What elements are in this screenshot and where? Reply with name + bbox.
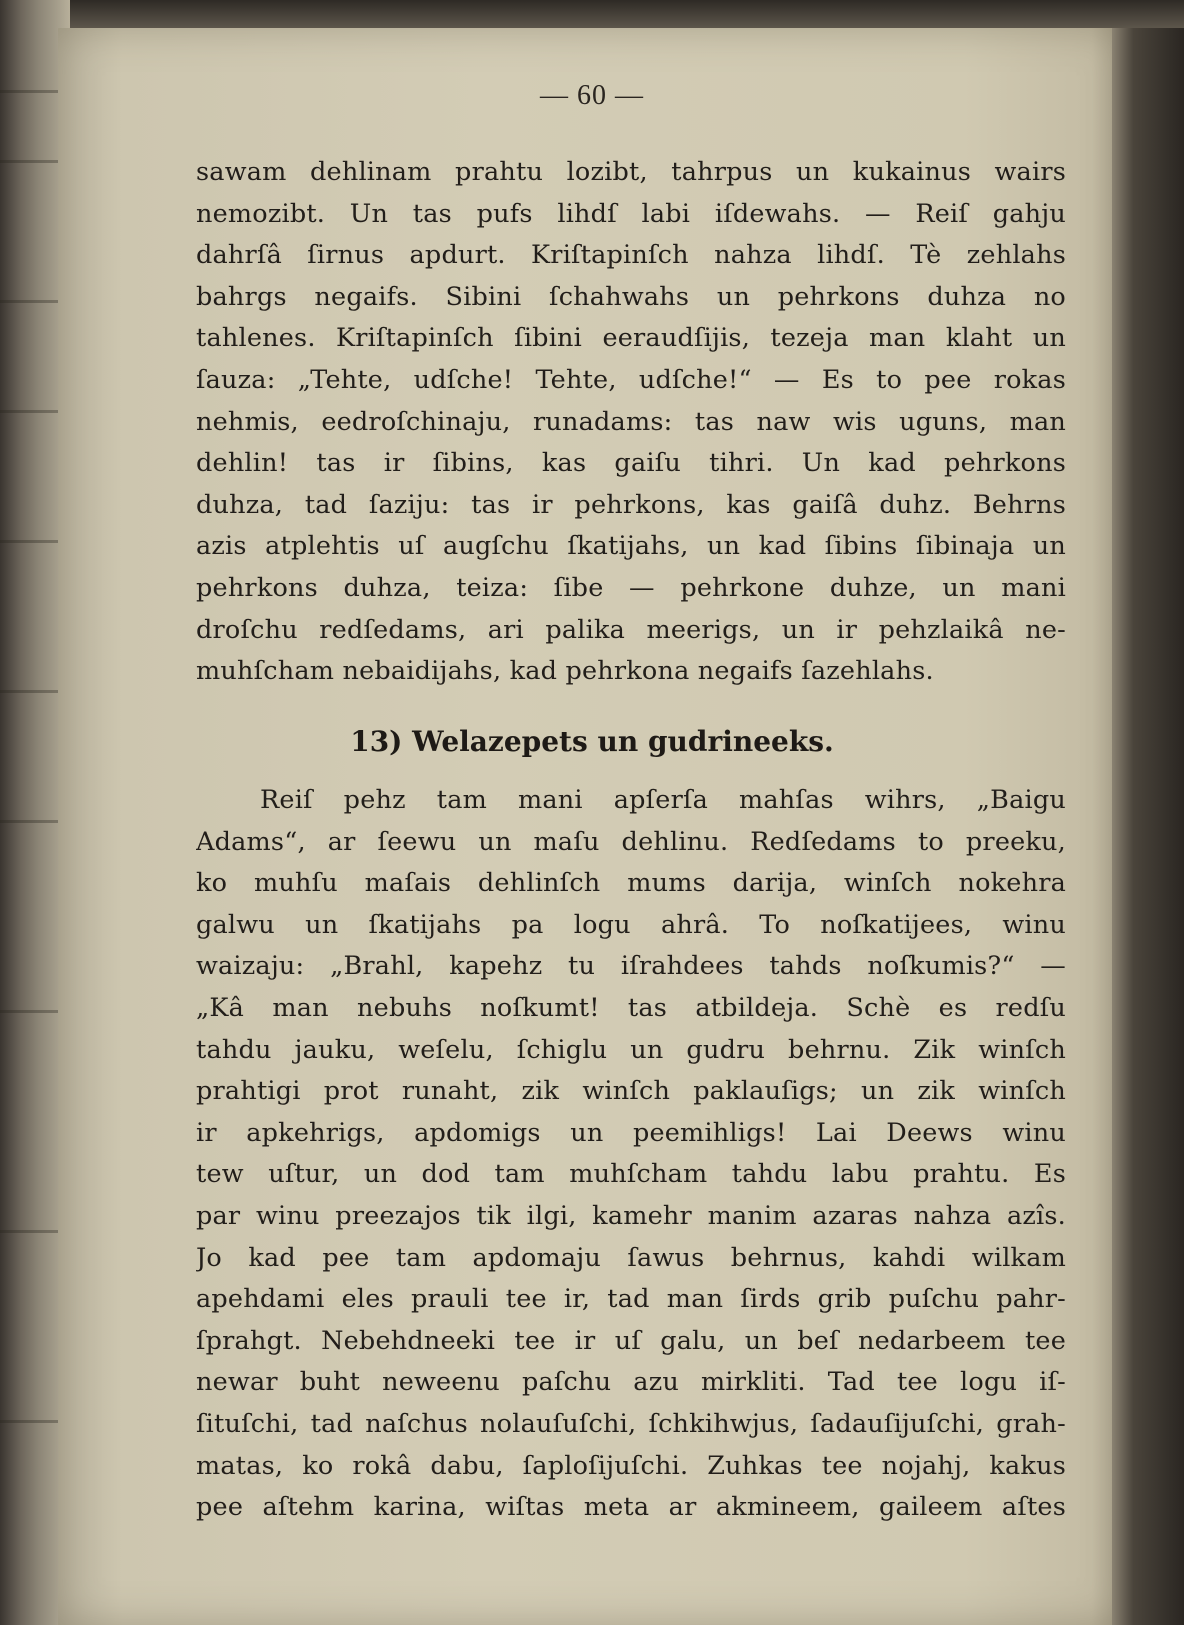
text-line: ir apkehrigs, apdomigs un peemihligs! Lai Deews winu: [196, 1117, 1066, 1148]
text-line: par winu preezajos tik ilgi, kamehr manim azaras nahza azîs.: [196, 1200, 1066, 1231]
text-line: nemozibt. Un tas pufs lihdſ labi iſdewahs. — Reiſ gahju: [196, 198, 1066, 229]
text-line: nehmis, eedroſchinaju, runadams: tas naw wis uguns, man: [196, 406, 1066, 437]
text-line: dehlin! tas ir ſibins, kas gaiſu tihri. Un kad pehrkons: [196, 448, 1066, 479]
paragraph-1: [196, 152, 1066, 693]
paragraph-2: [196, 780, 1066, 1529]
text-line: sawam dehlinam prahtu lozibt, tahrpus un kukainus wairs: [196, 157, 1066, 187]
page-right-edge: [1112, 28, 1184, 1625]
text-line: tahlenes. Kriſtapinſch ſibini eeraudſijis, tezeja man klaht un: [196, 323, 1066, 354]
section-heading: 13) Welazepets un gudrineeks.: [350, 725, 834, 758]
text-line: bahrgs negaifs. Sibini ſchahwahs un pehrkons duhza no: [196, 281, 1066, 312]
text-line: ſprahgt. Nebehdneeki tee ir uſ galu, un beſ nedarbeem tee: [196, 1325, 1066, 1356]
text-line: muhſcham nebaidijahs, kad pehrkona negaifs ſazehlahs.: [196, 656, 934, 687]
text-line: dahrſâ ſirnus apdurt. Kriſtapinſch nahza lihdſ. Tè zehlahs: [196, 240, 1066, 271]
text-line: Jo kad pee tam apdomaju ſawus behrnus, kahdi wilkam: [196, 1242, 1066, 1273]
text-line: Reiſ pehz tam mani apſerſa mahſas wihrs, „Baigu: [260, 785, 1066, 815]
text-line: newar buht neweenu paſchu azu mirkliti. Tad tee logu iſ-: [196, 1367, 1066, 1398]
text-line: waizaju: „Brahl, kapehz tu iſrahdees tahds noſkumis?“ —: [196, 951, 1066, 982]
text-line: prahtigi prot runaht, zik winſch paklauſigs; un zik winſch: [196, 1076, 1066, 1107]
text-line: droſchu redſedams, ari palika meerigs, un ir pehzlaikâ ne-: [196, 614, 1066, 645]
text-line: „Kâ man nebuhs noſkumt! tas atbildeja. Schè es redſu: [196, 992, 1066, 1023]
text-line: duhza, tad ſaziju: tas ir pehrkons, kas gaiſâ duhz. Behrns: [196, 489, 1066, 520]
text-line: matas, ko rokâ dabu, ſaploſijuſchi. Zuhkas tee nojahj, kakus: [196, 1450, 1066, 1481]
text-line: ko muhſu maſais dehlinſch mums darija, winſch nokehra: [196, 868, 1066, 899]
page-number: — 60 —: [540, 80, 644, 111]
text-line: ſauza: „Tehte, udſche! Tehte, udſche!“ — Es to pee rokas: [196, 364, 1066, 395]
text-line: galwu un ſkatijahs pa logu ahrâ. To noſkatijees, winu: [196, 909, 1066, 940]
text-line: apehdami eles prauli tee ir, tad man ſirds grib puſchu pahr-: [196, 1284, 1066, 1315]
text-line: pee aſtehm karina, wiſtas meta ar akmineem, gaileem aſtes: [196, 1492, 1066, 1523]
text-line: ſituſchi, tad naſchus nolauſuſchi, ſchkihwjus, ſadauſijuſchi, grah-: [196, 1408, 1066, 1439]
text-line: Adams“, ar ſeewu un maſu dehlinu. Redſedams to preeku,: [196, 826, 1066, 857]
text-line: azis atplehtis uſ augſchu ſkatijahs, un kad ſibins ſibinaja un: [196, 531, 1066, 562]
text-line: tahdu jauku, weſelu, ſchiglu un gudru behrnu. Zik winſch: [196, 1034, 1066, 1065]
text-line: tew uſtur, un dod tam muhſcham tahdu labu prahtu. Es: [196, 1159, 1066, 1190]
text-line: pehrkons duhza, teiza: ſibe — pehrkone duhze, un mani: [196, 572, 1066, 603]
